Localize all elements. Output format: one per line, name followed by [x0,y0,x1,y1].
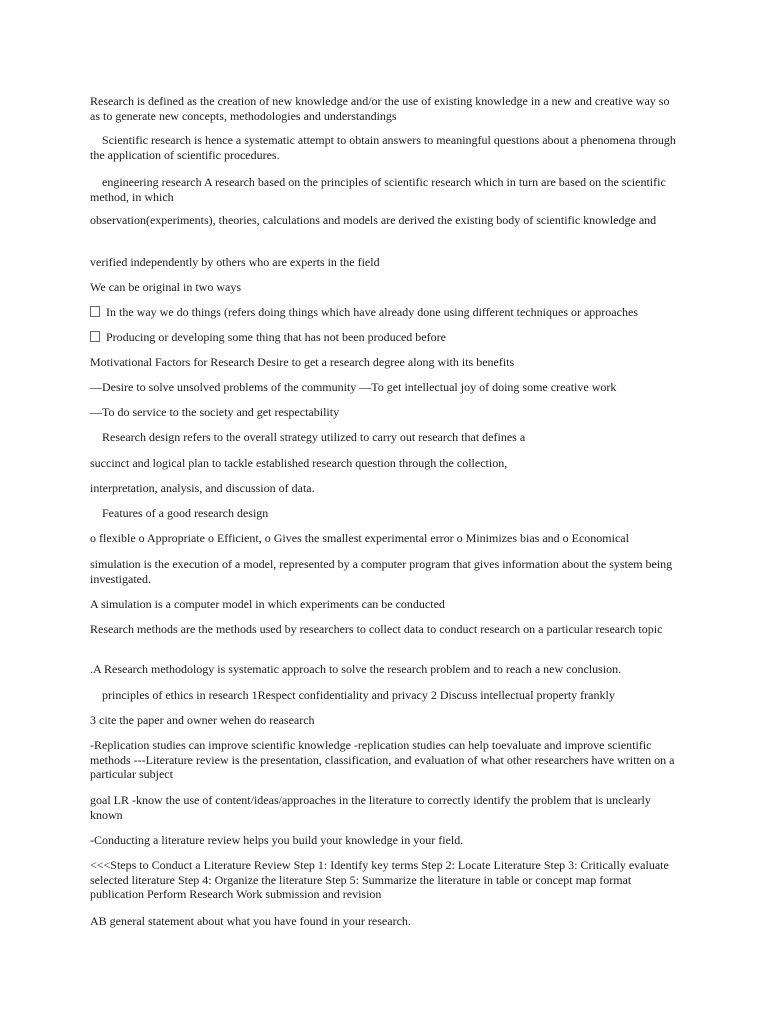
paragraph: —To do service to the society and get respectability [90,405,340,419]
paragraph: succinct and logical plan to tackle established research question through the collection, [90,456,508,470]
paragraph: observation(experiments), theories, calculations and models are derived the existing body of scientific knowledge and [90,213,657,227]
checkbox-glyph-icon [90,306,100,317]
paragraph: Scientific research is hence a systematic attempt to obtain answers to meaningful questions about a phenomena through the application of scientific procedures. [90,133,676,162]
paragraph: simulation is the execution of a model, represented by a computer program that gives information about the system being investigated. [90,557,673,586]
paragraph: Motivational Factors for Research Desire to get a research degree along with its benefits [90,355,515,369]
paragraph: principles of ethics in research 1Respect confidentiality and privacy 2 Discuss intellectual property frankly [102,688,615,702]
paragraph: Features of a good research design [102,506,269,520]
paragraph: 3 cite the paper and owner wehen do reasearch [90,713,315,727]
paragraph: interpretation, analysis, and discussion of data. [90,481,315,495]
paragraph: Research is defined as the creation of new knowledge and/or the use of existing knowledge in a new and creative way so as to generate new concepts, methodologies and understandings [90,94,670,123]
paragraph: Research methods are the methods used by researchers to collect data to conduct research on a particular research topic [90,622,663,636]
checkbox-glyph-icon [90,331,100,342]
paragraph: <<<Steps to Conduct a Literature Review Step 1: Identify key terms Step 2: Locate Literature Step 3: Critically evaluate selected literature Step 4: Organize the literature Step 5: Summarize the literature in table or concept map format publication Perform Research Work submission and revision [90,858,669,901]
paragraph: engineering research A research based on the principles of scientific research which in turn are based on the scientific method, in which [90,175,666,204]
paragraph: —Desire to solve unsolved problems of the community —To get intellectual joy of doing some creative work [90,380,617,394]
list-item-text: In the way we do things (refers doing things which have already done using different techniques or approaches [106,305,638,319]
list-item-text: Producing or developing some thing that has not been produced before [106,330,446,344]
paragraph: o flexible o Appropriate o Efficient, o Gives the smallest experimental error o Minimizes bias and o Economical [90,531,629,545]
list-item [90,305,680,320]
paragraph: Research design refers to the overall strategy utilized to carry out research that defines a [102,430,526,444]
paragraph: We can be original in two ways [90,280,241,294]
paragraph: AB general statement about what you have found in your research. [90,914,411,928]
paragraph: -Conducting a literature review helps you build your knowledge in your field. [90,833,464,847]
list-item [90,330,680,345]
paragraph: A simulation is a computer model in which experiments can be conducted [90,597,445,611]
paragraph: verified independently by others who are experts in the field [90,255,380,269]
paragraph: goal LR -know the use of content/ideas/approaches in the literature to correctly identify the problem that is unclearly known [90,793,651,822]
paragraph: .A Research methodology is systematic approach to solve the research problem and to reach a new conclusion. [90,662,622,676]
paragraph: -Replication studies can improve scientific knowledge -replication studies can help toevaluate and improve scientific methods ---Literature review is the presentation, classification, and evaluation of what other researchers have written on a particular subject [90,738,675,781]
